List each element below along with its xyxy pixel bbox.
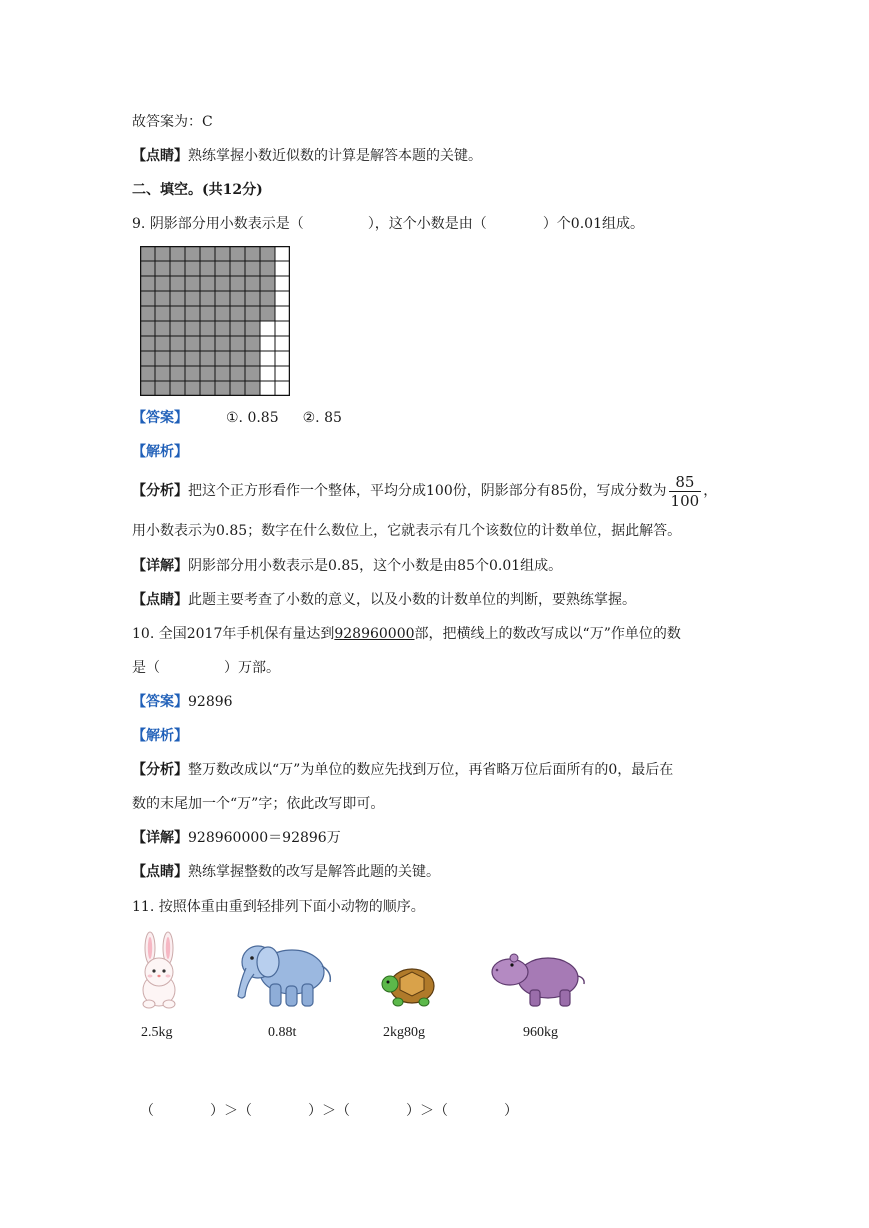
grid-cell-shaded	[260, 306, 275, 321]
q9-fenxi-comma: ，	[703, 483, 718, 499]
rabbit-icon	[133, 930, 185, 1010]
q10-fenxi-b: 数的末尾加一个“万”字；依此改写即可。	[132, 796, 385, 812]
grid-cell-shaded	[215, 366, 230, 381]
blank-gt-3: ）＞（	[406, 1103, 448, 1119]
grid-cell-shaded	[200, 261, 215, 276]
q10-text-c2: ）万部。	[224, 660, 280, 676]
q9-fenxi-a: 把这个正方形看作一个整体，平均分成100份，阴影部分有85份，写成分数为	[188, 483, 667, 499]
answer-tag: 【答案】	[132, 694, 188, 710]
grid-cell-shaded	[155, 291, 170, 306]
grid-cell-shaded	[200, 381, 215, 396]
grid-cell-shaded	[155, 351, 170, 366]
grid-cell-shaded	[245, 366, 260, 381]
grid-cell-shaded	[185, 351, 200, 366]
grid-cell-shaded	[200, 321, 215, 336]
grid-cell-shaded	[230, 291, 245, 306]
grid-cell-empty	[275, 366, 290, 381]
grid-cell-empty	[275, 336, 290, 351]
blank-close: ）	[504, 1103, 518, 1119]
q10-answer-value: 92896	[188, 694, 233, 710]
q10-tip	[132, 862, 440, 882]
grid-cell-shaded	[170, 246, 185, 261]
grid-cell-empty	[275, 291, 290, 306]
hippo-icon	[490, 948, 588, 1010]
tip-tag: 【点睛】	[132, 148, 188, 164]
q10-fenxi-a: 整万数改成以“万”为单位的数应先找到万位，再省略万位后面所有的0，最后在	[188, 762, 674, 778]
fraction-denominator: 100	[670, 491, 700, 510]
grid-cell-shaded	[155, 306, 170, 321]
q9-answer-2: ②. 85	[302, 410, 342, 426]
grid-cell-shaded	[200, 276, 215, 291]
q9-tip	[132, 590, 636, 610]
q11-text: 按照体重由重到轻排列下面小动物的顺序。	[158, 899, 425, 915]
grid-cell-shaded	[245, 291, 260, 306]
grid-cell-shaded	[230, 321, 245, 336]
turtle-weight: 2kg80g	[383, 1025, 425, 1040]
q9-fenxi-b: 用小数表示为0.85；数字在什么数位上，它就表示有几个该数位的计数单位，据此解答。	[132, 523, 682, 539]
grid-cell-shaded	[200, 351, 215, 366]
grid-cell-empty	[260, 366, 275, 381]
grid-cell-empty	[275, 261, 290, 276]
q9-answer	[132, 408, 342, 428]
q9-text-a: 阴影部分用小数表示是（	[149, 216, 304, 232]
grid-cell-shaded	[170, 366, 185, 381]
grid-cell-shaded	[230, 351, 245, 366]
grid-cell-shaded	[230, 246, 245, 261]
grid-cell-shaded	[245, 276, 260, 291]
grid-cell-empty	[275, 246, 290, 261]
grid-cell-shaded	[170, 306, 185, 321]
q10-xiangjie-text: 928960000＝92896万	[188, 830, 341, 846]
grid-cell-shaded	[215, 351, 230, 366]
grid-cell-shaded	[155, 261, 170, 276]
grid-cell-shaded	[140, 321, 155, 336]
q10-stem-2	[132, 658, 280, 678]
grid-cell-empty	[260, 321, 275, 336]
grid-cell-shaded	[230, 261, 245, 276]
tip-text: 熟练掌握小数近似数的计算是解答本题的关键。	[188, 148, 482, 164]
grid-cell-shaded	[185, 291, 200, 306]
grid-cell-shaded	[260, 246, 275, 261]
grid-cell-shaded	[245, 306, 260, 321]
grid-cell-shaded	[185, 306, 200, 321]
grid-cell-shaded	[185, 321, 200, 336]
grid-cell-shaded	[215, 261, 230, 276]
grid-cell-shaded	[155, 246, 170, 261]
grid-cell-shaded	[260, 261, 275, 276]
grid-cell-shaded	[200, 306, 215, 321]
grid-cell-shaded	[200, 291, 215, 306]
grid-cell-shaded	[170, 336, 185, 351]
grid-cell-empty	[260, 351, 275, 366]
grid-cell-shaded	[200, 366, 215, 381]
q11-stem	[132, 897, 425, 917]
grid-cell-shaded	[185, 381, 200, 396]
grid-cell-shaded	[140, 351, 155, 366]
hundred-grid	[140, 246, 290, 396]
elephant-icon	[232, 936, 336, 1010]
grid-cell-empty	[260, 381, 275, 396]
grid-cell-shaded	[230, 366, 245, 381]
grid-cell-shaded	[185, 261, 200, 276]
q9-xiangjie-text: 阴影部分用小数表示是0.85，这个小数是由85个0.01组成。	[188, 558, 563, 574]
fenxi-tag: 【分析】	[132, 483, 188, 499]
grid-cell-shaded	[230, 336, 245, 351]
grid-cell-empty	[260, 336, 275, 351]
q9-text-c: ）个0.01组成。	[542, 216, 644, 232]
answer-tag: 【答案】	[132, 410, 188, 426]
q9-analysis-tag: 【解析】	[132, 444, 188, 460]
grid-cell-shaded	[215, 336, 230, 351]
blank-gt-1: ）＞（	[210, 1103, 252, 1119]
hippo-weight: 960kg	[523, 1025, 558, 1040]
grid-cell-shaded	[260, 291, 275, 306]
q10-stem	[132, 624, 681, 644]
grid-cell-shaded	[155, 381, 170, 396]
q9-fenxi	[132, 470, 717, 512]
q9-text-b: ），这个小数是由（	[367, 216, 487, 232]
q10-text-a: 全国2017年手机保有量达到	[158, 626, 335, 642]
grid-cell-shaded	[185, 276, 200, 291]
grid-cell-shaded	[155, 321, 170, 336]
grid-cell-empty	[275, 306, 290, 321]
elephant-weight: 0.88t	[268, 1025, 297, 1040]
grid-cell-shaded	[230, 276, 245, 291]
grid-cell-shaded	[170, 261, 185, 276]
q11-number: 11.	[132, 899, 155, 915]
grid-cell-shaded	[245, 261, 260, 276]
q10-text-b: 部，把横线上的数改写成以“万”作单位的数	[414, 626, 681, 642]
grid-cell-shaded	[245, 381, 260, 396]
grid-cell-shaded	[140, 246, 155, 261]
grid-cell-shaded	[215, 291, 230, 306]
q9-answer-1: ①. 0.85	[226, 410, 279, 426]
q10-text-c1: 是（	[132, 660, 160, 676]
grid-cell-shaded	[140, 366, 155, 381]
turtle-icon	[380, 960, 442, 1008]
grid-cell-empty	[275, 351, 290, 366]
grid-cell-shaded	[170, 381, 185, 396]
grid-cell-shaded	[185, 246, 200, 261]
grid-cell-shaded	[215, 381, 230, 396]
section-title: 二、填空。(共12分)	[132, 182, 263, 198]
tip-tag: 【点睛】	[132, 592, 188, 608]
grid-cell-shaded	[200, 246, 215, 261]
grid-cell-empty	[275, 321, 290, 336]
xiangjie-tag: 【详解】	[132, 558, 188, 574]
grid-cell-empty	[275, 276, 290, 291]
grid-cell-shaded	[215, 246, 230, 261]
q10-tip-text: 熟练掌握整数的改写是解答此题的关键。	[188, 864, 440, 880]
xiangjie-tag: 【详解】	[132, 830, 188, 846]
grid-cell-shaded	[215, 276, 230, 291]
fenxi-tag: 【分析】	[132, 762, 188, 778]
q10-xiangjie	[132, 828, 341, 848]
grid-cell-shaded	[245, 321, 260, 336]
grid-cell-shaded	[200, 336, 215, 351]
fraction-numerator: 85	[675, 472, 695, 491]
q9-tip-text: 此题主要考查了小数的意义，以及小数的计数单位的判断，要熟练掌握。	[188, 592, 636, 608]
blank-open: （	[140, 1103, 154, 1119]
q11-order-blanks	[140, 1101, 518, 1121]
grid-cell-shaded	[170, 321, 185, 336]
grid-cell-shaded	[245, 336, 260, 351]
grid-cell-shaded	[155, 366, 170, 381]
grid-cell-shaded	[185, 366, 200, 381]
q10-number: 10.	[132, 626, 155, 642]
grid-cell-shaded	[140, 261, 155, 276]
grid-cell-shaded	[155, 336, 170, 351]
grid-cell-shaded	[215, 321, 230, 336]
previous-tip	[132, 146, 482, 166]
previous-answer: 故答案为：C	[132, 114, 213, 130]
blank-gt-2: ）＞（	[308, 1103, 350, 1119]
grid-cell-shaded	[140, 336, 155, 351]
q9-xiangjie	[132, 556, 562, 576]
grid-cell-shaded	[140, 276, 155, 291]
grid-cell-shaded	[245, 351, 260, 366]
grid-cell-shaded	[170, 276, 185, 291]
q10-answer	[132, 692, 233, 712]
grid-cell-shaded	[170, 351, 185, 366]
q10-fenxi	[132, 760, 673, 780]
grid-cell-empty	[275, 381, 290, 396]
grid-cell-shaded	[215, 306, 230, 321]
grid-cell-shaded	[185, 336, 200, 351]
grid-cell-shaded	[170, 291, 185, 306]
fraction-85-100	[669, 473, 702, 510]
grid-cell-shaded	[230, 381, 245, 396]
grid-cell-shaded	[260, 276, 275, 291]
q9-stem	[132, 214, 644, 234]
grid-cell-shaded	[140, 306, 155, 321]
grid-cell-shaded	[245, 246, 260, 261]
q10-underlined-number: 928960000	[334, 626, 415, 642]
grid-cell-shaded	[230, 306, 245, 321]
q10-analysis-tag: 【解析】	[132, 728, 188, 744]
rabbit-weight: 2.5kg	[141, 1025, 173, 1040]
grid-cell-shaded	[155, 276, 170, 291]
tip-tag: 【点睛】	[132, 864, 188, 880]
grid-cell-shaded	[140, 291, 155, 306]
grid-cell-shaded	[140, 381, 155, 396]
q9-number: 9.	[132, 216, 146, 232]
